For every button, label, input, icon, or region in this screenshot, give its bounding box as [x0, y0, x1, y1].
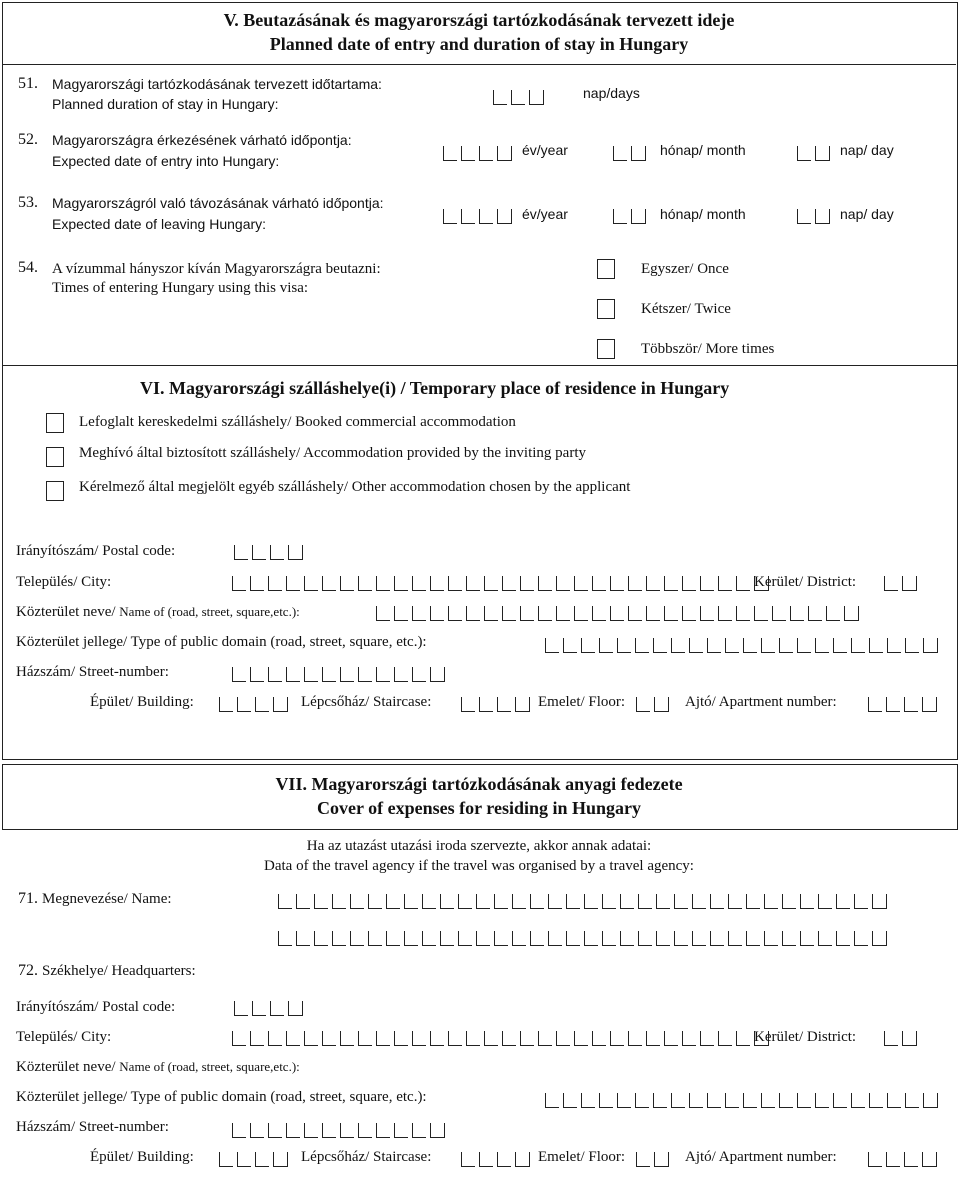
q52-day-input[interactable] [797, 146, 834, 161]
address1-number-label: Házszám/ Street-number: [16, 664, 169, 680]
accommodation-commercial-label: Lefoglalt kereskedelmi szálláshely/ Booked commercial accommodation [79, 414, 516, 430]
q52-month-label: hónap/ month [660, 142, 746, 158]
address2-staircase-label: Lépcsőház/ Staircase: [301, 1149, 432, 1165]
address2-floor-label: Emelet/ Floor: [538, 1149, 626, 1165]
agency-note [2, 836, 956, 876]
q52-number: 52. [18, 131, 38, 148]
q53-label-en: Expected date of leaving Hungary: [52, 216, 267, 232]
address1-building-label: Épület/ Building: [90, 694, 194, 710]
q54-label-en: Times of entering Hungary using this visa: [52, 280, 309, 296]
address1-building-input[interactable] [219, 697, 292, 712]
agency-name-input-line1[interactable] [278, 894, 891, 909]
address2-postal-input[interactable] [234, 1001, 307, 1016]
address1-street-label [16, 602, 300, 622]
address2-floor-input[interactable] [636, 1152, 673, 1167]
address2-city-label: Település/ City: [16, 1029, 112, 1045]
address2-district-label: Kerület/ District: [754, 1029, 857, 1045]
address1-city-input[interactable] [232, 576, 773, 591]
address2-number-label: Házszám/ Street-number: [16, 1119, 169, 1135]
q54-once-checkbox[interactable] [597, 259, 615, 279]
address2-building-label: Épület/ Building: [90, 1149, 194, 1165]
q53-day-label: nap/ day [840, 206, 894, 222]
address1-staircase-input[interactable] [461, 697, 534, 712]
address1-floor-input[interactable] [636, 697, 673, 712]
q53-day-input[interactable] [797, 209, 834, 224]
q52-year-input[interactable] [443, 146, 516, 161]
q72-label [18, 961, 196, 981]
q53-year-input[interactable] [443, 209, 516, 224]
q53-number: 53. [18, 194, 38, 211]
address1-street-label-en: Name of (road, street, square,etc.): [119, 604, 300, 619]
q54-label-hu: A vízummal hányszor kíván Magyarországra beutazni: [52, 261, 381, 277]
address2-type-label: Közterület jellege/ Type of public domain (road, street, square, etc.): [16, 1089, 427, 1105]
address1-district-input[interactable] [884, 576, 921, 591]
q53-month-input[interactable] [613, 209, 650, 224]
q51-label-hu: Magyarországi tartózkodásának tervezett időtartama: [52, 76, 382, 92]
address1-apartment-input[interactable] [868, 697, 941, 712]
q71-label [18, 889, 172, 909]
q52-month-input[interactable] [613, 146, 650, 161]
q52-year-label: év/year [522, 142, 568, 158]
address1-staircase-label: Lépcsőház/ Staircase: [301, 694, 432, 710]
address2-postal-label: Irányítószám/ Postal code: [16, 999, 176, 1015]
q54-twice-checkbox[interactable] [597, 299, 615, 319]
address2-staircase-input[interactable] [461, 1152, 534, 1167]
q52-day-label: nap/ day [840, 142, 894, 158]
address1-number-input[interactable] [232, 667, 449, 682]
section-7-title-hu: VII. Magyarországi tartózkodásának anyagi fedezete [275, 774, 683, 794]
address1-apartment-label: Ajtó/ Apartment number: [685, 694, 837, 710]
address1-floor-label: Emelet/ Floor: [538, 694, 626, 710]
section-5-frame [2, 2, 958, 366]
q54-twice-label: Kétszer/ Twice [641, 301, 731, 317]
q53-year-label: év/year [522, 206, 568, 222]
address1-street-label-hu: Közterület neve/ [16, 604, 116, 620]
q51-days-input[interactable] [493, 90, 548, 105]
agency-name-input-line2[interactable] [278, 931, 891, 946]
q72-number: 72. [18, 962, 38, 979]
q53-label-hu: Magyarországról való távozásának várható időpontja: [52, 195, 384, 211]
address1-postal-label: Irányítószám/ Postal code: [16, 543, 176, 559]
address2-street-label-en: Name of (road, street, square,etc.): [119, 1059, 300, 1074]
accommodation-other-checkbox[interactable] [46, 481, 64, 501]
address2-type-input[interactable] [545, 1093, 942, 1108]
q51-unit: nap/days [583, 85, 640, 101]
section-5-title-en: Planned date of entry and duration of stay in Hungary [269, 34, 689, 54]
address2-street-label-hu: Közterület neve/ [16, 1059, 116, 1075]
q72-text: Székhelye/ Headquarters: [42, 963, 196, 979]
section-5-title [2, 8, 956, 56]
q51-number: 51. [18, 75, 38, 92]
q71-text: Megnevezése/ Name: [42, 891, 172, 907]
agency-note-hu: Ha az utazást utazási iroda szervezte, akkor annak adatai: [306, 838, 652, 854]
address2-number-input[interactable] [232, 1123, 449, 1138]
q54-more-checkbox[interactable] [597, 339, 615, 359]
address2-street-label [16, 1057, 300, 1077]
agency-note-en: Data of the travel agency if the travel was organised by a travel agency: [264, 858, 694, 874]
q71-number: 71. [18, 890, 38, 907]
address1-district-label: Kerület/ District: [754, 574, 857, 590]
address1-type-input[interactable] [545, 638, 942, 653]
q52-label-en: Expected date of entry into Hungary: [52, 153, 280, 169]
accommodation-other-label: Kérelmező által megjelölt egyéb szálláshely/ Other accommodation chosen by the applicant [79, 479, 631, 495]
address1-city-label: Település/ City: [16, 574, 112, 590]
accommodation-inviting-checkbox[interactable] [46, 447, 64, 467]
address1-street-input[interactable] [376, 606, 863, 621]
q51-label-en: Planned duration of stay in Hungary: [52, 96, 279, 112]
address2-apartment-label: Ajtó/ Apartment number: [685, 1149, 837, 1165]
address2-district-input[interactable] [884, 1031, 921, 1046]
section-5-title-hu: V. Beutazásának és magyarországi tartózkodásának tervezett ideje [223, 10, 735, 30]
q54-more-label: Többször/ More times [641, 341, 775, 357]
section-5-title-rule [2, 64, 956, 65]
q54-number: 54. [18, 259, 38, 276]
q52-label-hu: Magyarországra érkezésének várható időpontja: [52, 132, 352, 148]
q53-month-label: hónap/ month [660, 206, 746, 222]
q54-once-label: Egyszer/ Once [641, 261, 729, 277]
address2-building-input[interactable] [219, 1152, 292, 1167]
section-7-title [2, 772, 956, 820]
address2-apartment-input[interactable] [868, 1152, 941, 1167]
section-7-title-en: Cover of expenses for residing in Hungary [316, 798, 641, 818]
address1-postal-input[interactable] [234, 545, 307, 560]
accommodation-commercial-checkbox[interactable] [46, 413, 64, 433]
address1-type-label: Közterület jellege/ Type of public domain (road, street, square, etc.): [16, 634, 427, 650]
address2-city-input[interactable] [232, 1031, 773, 1046]
accommodation-inviting-label: Meghívó által biztosított szálláshely/ Accommodation provided by the inviting party [79, 445, 586, 461]
section-6-title: VI. Magyarországi szálláshelye(i) / Temporary place of residence in Hungary [140, 378, 730, 398]
